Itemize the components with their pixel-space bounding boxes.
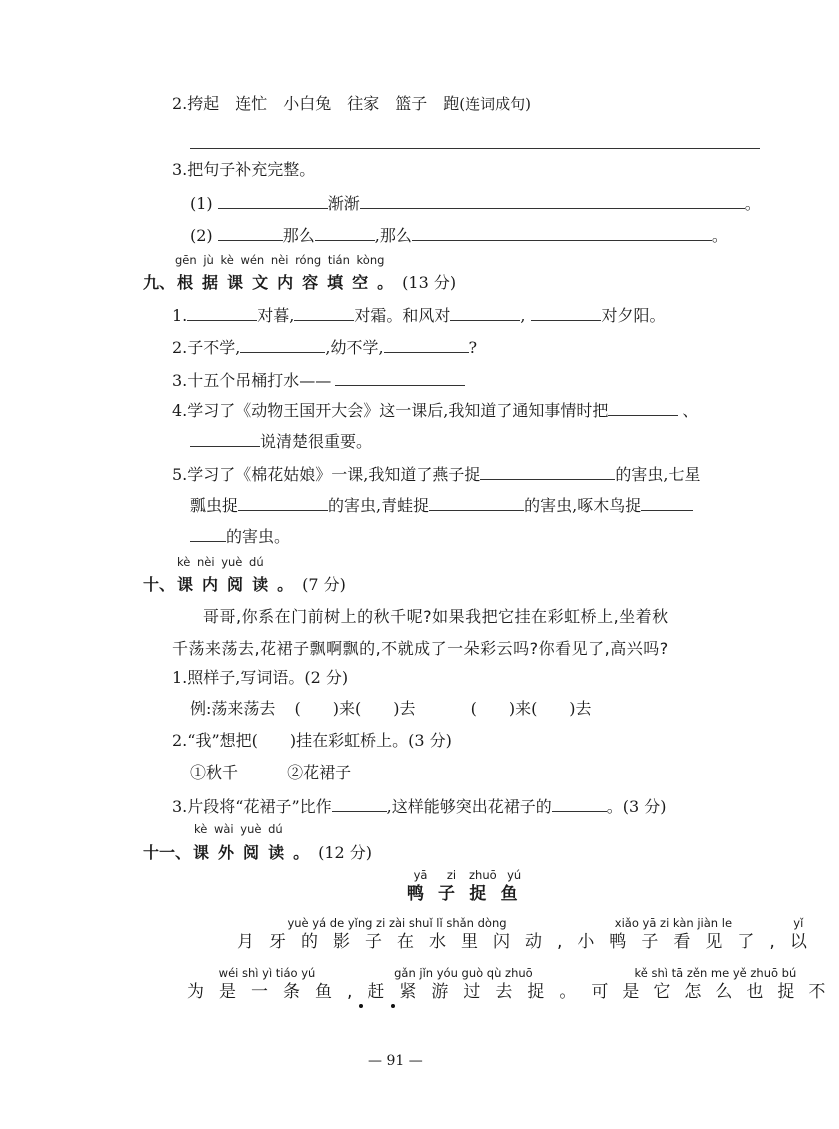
sec9-char: 。 <box>377 273 394 292</box>
sec9-pinyin: gēn jù kè wén nèi róng tián kòng <box>175 253 385 267</box>
sec9-heading <box>143 270 456 293</box>
story-punct: , <box>347 982 368 1002</box>
sec10-q3-blank-a[interactable] <box>332 795 387 812</box>
q2-line <box>172 94 531 114</box>
story-punct: , <box>557 932 578 952</box>
sec9-q5-blank-b[interactable] <box>238 494 328 511</box>
sec9-char: 内 <box>277 273 294 292</box>
sec10-q3-text-b: ,这样能够突出花裙子的 <box>386 797 552 816</box>
sec10-passage-line2: 千荡来荡去,花裙子飘啊飘的,不就成了一朵彩云吗?你看见了,高兴吗? <box>172 639 669 658</box>
sec11-char: 阅 <box>243 843 260 862</box>
sec10-heading <box>143 572 346 595</box>
sec9-char: 据 <box>202 273 219 292</box>
sec10-pinyin: kè nèi yuè dú <box>177 555 264 569</box>
sec11-heading <box>143 840 372 863</box>
sec9-char: 根 <box>177 273 194 292</box>
sec10-q2-options <box>190 763 351 783</box>
story-phrase: yǐ 以 <box>789 916 807 952</box>
sec9-number: 九、 <box>143 273 176 292</box>
sec9-q5-blank-c[interactable] <box>429 494 524 511</box>
sec9-q3 <box>172 369 465 391</box>
sec9-char: 空 <box>352 273 369 292</box>
sec10-q1: 1.照样子,写词语。(2 分) <box>172 668 349 687</box>
story-punct: , <box>769 932 790 952</box>
sec9-q2 <box>172 336 477 358</box>
story-title-char: yú 鱼 <box>500 868 528 904</box>
sec9-q5-blank-d[interactable] <box>641 494 693 511</box>
page-number: — 91 — <box>368 1053 423 1069</box>
sec10-char: 课 <box>177 575 194 594</box>
story-phrase: wéi shì yì tiáo yú 为是一条鱼 <box>187 966 347 1002</box>
sec9-q5-text-d: 的害虫,青蛙捉 <box>328 496 430 515</box>
sec11-score: (12 分) <box>318 843 373 862</box>
sec10-q3 <box>172 795 667 817</box>
sec9-score: (13 分) <box>402 273 457 292</box>
story-title-char: zi 子 <box>438 868 465 904</box>
q3-s2-word1: 那么 <box>282 226 315 245</box>
sec9-q1-blank-c[interactable] <box>450 304 520 321</box>
sec10-char: 阅 <box>227 575 244 594</box>
sec9-q5-text-a: 5.学习了《棉花姑娘》一课,我知道了燕子捉 <box>172 465 481 484</box>
q3-sentence-1 <box>190 192 761 214</box>
sec9-q1-text-c: 对霜。和风对 <box>354 306 451 325</box>
sec9-q5-text-f: 的害虫。 <box>226 527 291 546</box>
sec9-q5-blank-a[interactable] <box>480 463 615 480</box>
sec9-q4-line2 <box>190 430 372 452</box>
q3-s2-blank-c[interactable] <box>412 224 712 241</box>
story-line-2 <box>187 966 839 1004</box>
q3-s1-num: (1) <box>190 194 213 213</box>
sec9-q4-blank-b[interactable] <box>190 430 260 447</box>
sec11-pinyin: kè wài yuè dú <box>194 822 283 836</box>
q3-s1-word: 渐渐 <box>327 194 360 213</box>
sec9-q5-blank-e[interactable] <box>190 525 226 542</box>
sec9-q4-blank-a[interactable] <box>608 399 678 416</box>
sec9-q1 <box>172 304 665 326</box>
sec9-q4-text-a: 4.学习了《动物王国开大会》这一课后,我知道了通知事情时把 <box>172 401 609 420</box>
sec9-q5-text-e: 的害虫,啄木鸟捉 <box>524 496 642 515</box>
sec10-q2-option-1[interactable]: ①秋千 <box>190 763 239 782</box>
q3-s2-blank-b[interactable] <box>315 224 375 241</box>
sec11-char: 。 <box>293 843 310 862</box>
story-title-char: yā 鸭 <box>407 868 434 904</box>
q2-hint: (连词成句) <box>459 95 531 113</box>
sec9-q1-text-d: , <box>520 306 526 325</box>
emphasis-dot <box>391 1004 395 1008</box>
sec11-char: 外 <box>218 843 235 862</box>
sec10-q1-example-text: 例:荡来荡去 <box>190 699 276 718</box>
sec9-q3-blank[interactable] <box>335 369 465 386</box>
q3-s2-word2: ,那么 <box>374 226 412 245</box>
sec9-char: 容 <box>302 273 319 292</box>
sec9-char: 填 <box>327 273 344 292</box>
sec10-q2: 2.“我”想把( )挂在彩虹桥上。(3 分) <box>172 731 452 750</box>
sec9-q2-blank-b[interactable] <box>384 336 469 353</box>
sec9-q1-num: 1. <box>172 306 188 325</box>
sec10-number: 十、 <box>143 575 176 594</box>
q3-s1-blank-a[interactable] <box>218 192 328 209</box>
story-punct: 。 <box>559 982 592 1002</box>
q3-sentence-2 <box>190 224 728 246</box>
story-title <box>407 868 528 906</box>
q2-words: 2.挎起 连忙 小白兔 往家 篮子 跑 <box>172 94 460 113</box>
sec9-char: 文 <box>252 273 269 292</box>
sec9-q1-blank-b[interactable] <box>294 304 354 321</box>
sec9-char: 课 <box>227 273 244 292</box>
sec9-q2-text-b: ,幼不学, <box>325 338 384 357</box>
sec9-q2-text-a: 2.子不学, <box>172 338 241 357</box>
story-line-1 <box>237 916 807 954</box>
sec10-passage-line1: 哥哥,你系在门前树上的秋千呢?如果我把它挂在彩虹桥上,坐着秋 <box>203 607 669 626</box>
story-phrase: yuè yá de yǐng zi zài shuǐ lǐ shǎn dòng 月牙的影子在水里闪动 <box>237 916 557 952</box>
sec11-number: 十一、 <box>143 843 192 862</box>
sec9-q2-blank-a[interactable] <box>240 336 325 353</box>
q3-s2-end: 。 <box>711 226 728 245</box>
story-phrase: xiǎo yā zi kàn jiàn le 小鸭子看见了 <box>577 916 770 952</box>
sec11-char: 课 <box>193 843 210 862</box>
q3-s1-end: 。 <box>744 194 761 213</box>
sec9-q1-text-b: 对暮, <box>257 306 295 325</box>
sec10-char: 。 <box>277 575 294 594</box>
sec9-q2-text-c: ? <box>468 338 478 357</box>
sec9-q5-line1 <box>172 463 700 485</box>
sec9-q1-blank-a[interactable] <box>187 304 257 321</box>
sec9-q3-text: 3.十五个吊桶打水—— <box>172 371 332 390</box>
q3-title: 3.把句子补充完整。 <box>172 160 316 179</box>
sec9-q4-text-b: 、 <box>682 401 699 420</box>
sec9-q5-text-c: 瓢虫捉 <box>190 496 239 515</box>
sec9-q1-blank-d[interactable] <box>531 304 601 321</box>
sec9-q4-text-c: 说清楚很重要。 <box>260 432 373 451</box>
story-phrase: kě shì tā zěn me yě zhuō bú 可是它怎么也捉不 <box>591 966 839 1002</box>
sec10-score: (7 分) <box>302 575 346 594</box>
sec10-q3-text-a: 3.片段将“花裙子”比作 <box>172 797 332 816</box>
sec10-q1-answer-1[interactable]: ( )来( )去 <box>294 699 416 718</box>
q3-s2-num: (2) <box>190 226 213 245</box>
sec9-q5-line2 <box>190 494 693 516</box>
sec10-q2-option-2[interactable]: ②花裙子 <box>287 763 352 782</box>
story-title-char: zhuō 捉 <box>469 868 497 904</box>
sec9-q5-text-b: 的害虫,七星 <box>615 465 701 484</box>
sec10-char: 读 <box>252 575 269 594</box>
q3-s1-blank-b[interactable] <box>360 192 745 209</box>
sec10-char: 内 <box>202 575 219 594</box>
sec10-q1-example <box>190 699 592 719</box>
q2-answer-line[interactable] <box>190 148 760 149</box>
emphasis-dot <box>359 1004 363 1008</box>
sec9-q5-line3 <box>190 525 290 547</box>
story-phrase-emphasis: gǎn jǐn yóu guò qù zhuō 赶紧游过去捉 <box>367 966 560 1002</box>
sec10-q3-text-c: 。(3 分) <box>606 797 667 816</box>
sec10-q3-blank-b[interactable] <box>552 795 607 812</box>
sec9-q1-text-e: 对夕阳。 <box>601 306 666 325</box>
sec11-char: 读 <box>268 843 285 862</box>
sec10-q1-answer-2[interactable]: ( )来( )去 <box>470 699 592 718</box>
sec9-q4-line1 <box>172 399 698 421</box>
q3-s2-blank-a[interactable] <box>218 224 283 241</box>
